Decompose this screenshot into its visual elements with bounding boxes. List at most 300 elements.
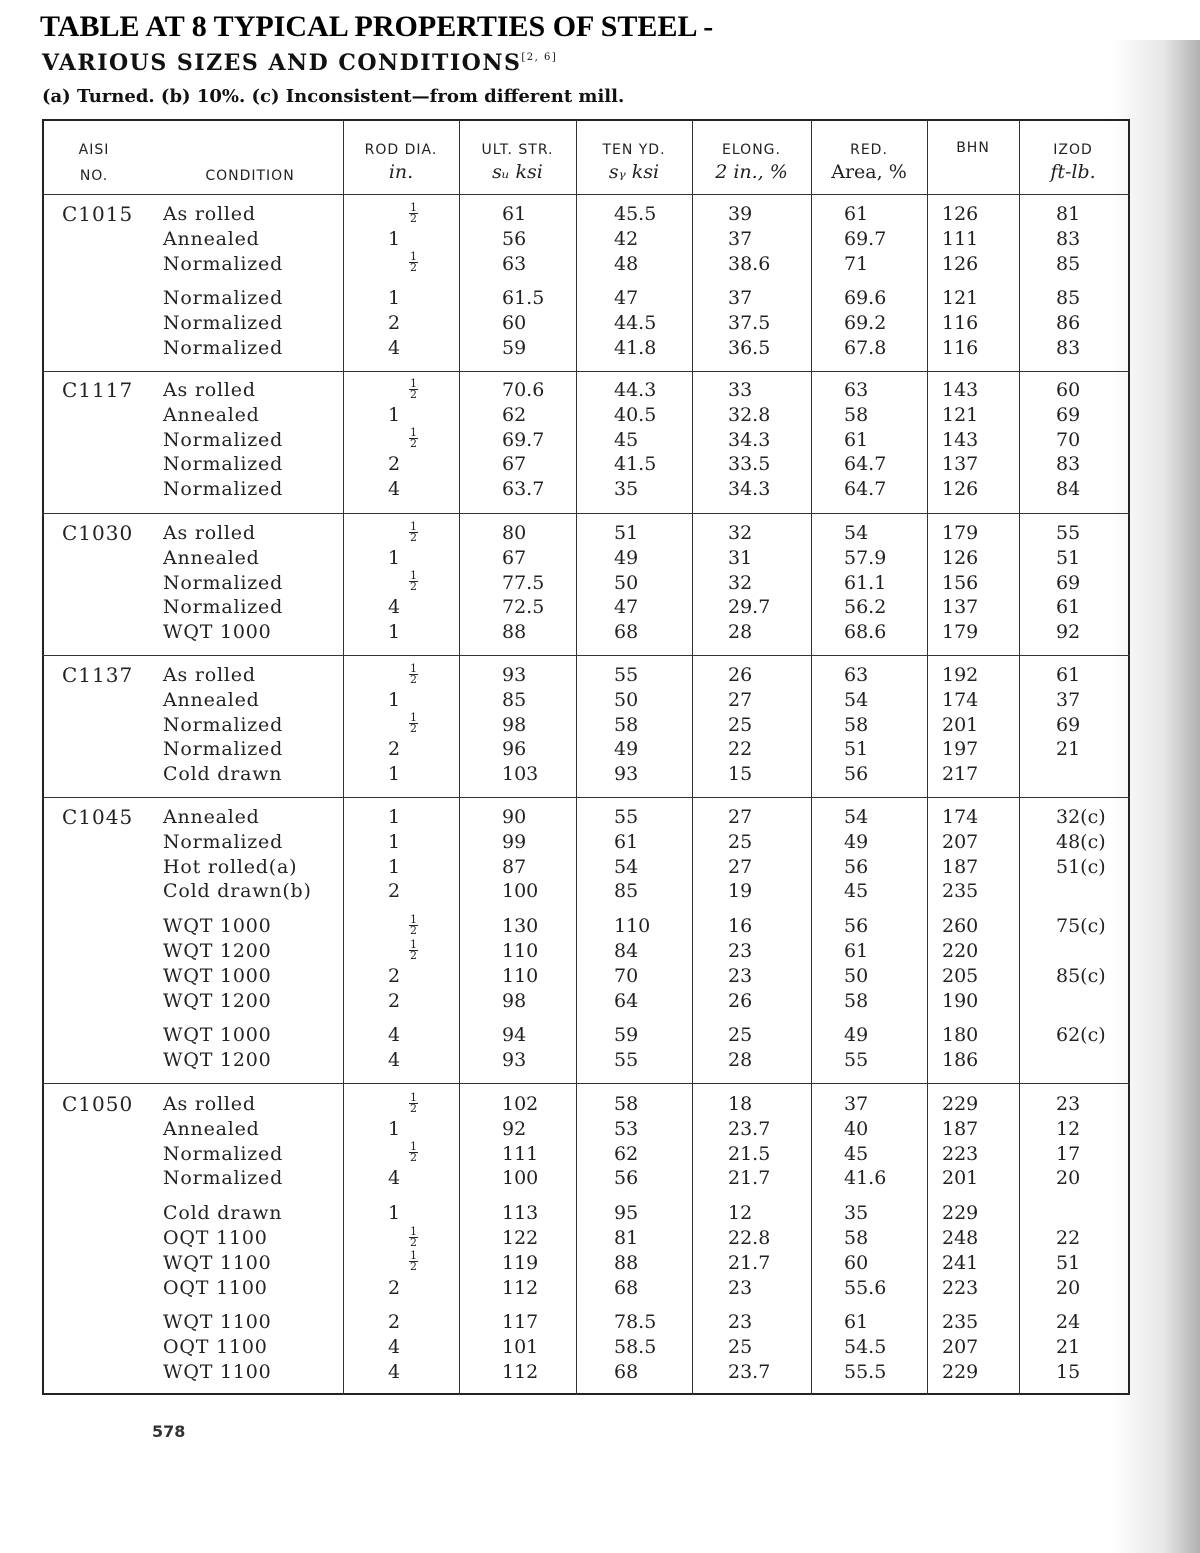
ten-yd-cell: 44.3 xyxy=(614,379,657,401)
elong-cell: 32.8 xyxy=(728,403,771,426)
red-area-cell: 68.6 xyxy=(844,621,887,644)
izod-cell: 81 xyxy=(1056,203,1081,225)
elong-cell: 27 xyxy=(728,806,753,828)
ten-yd-cell: 68 xyxy=(614,1361,639,1383)
red-area-cell: 58 xyxy=(844,403,869,426)
izod-cell: 51 xyxy=(1056,1251,1081,1274)
condition-cell: WQT 1200 xyxy=(163,989,272,1012)
izod-cell: 83 xyxy=(1056,337,1081,359)
condition-cell: Normalized xyxy=(163,596,284,619)
ult-str-cell: 63 xyxy=(502,252,527,275)
ten-yd-cell: 84 xyxy=(614,940,639,962)
bhn-cell: 143 xyxy=(942,428,979,451)
ten-yd-cell: 42 xyxy=(614,227,639,250)
elong-cell: 27 xyxy=(728,688,753,711)
ten-yd-cell: 40.5 xyxy=(614,403,657,426)
ult-str-cell: 72.5 xyxy=(502,596,545,619)
ten-yd-cell: 58.5 xyxy=(614,1336,657,1359)
fraction-denominator: 2 xyxy=(410,1151,417,1165)
header-izod-unit: ft-lb. xyxy=(1050,161,1096,183)
izod-cell: 84 xyxy=(1056,478,1081,501)
condition-cell: As rolled xyxy=(163,522,256,544)
table-row xyxy=(0,1092,1200,1117)
rod-dia-cell: 2 xyxy=(388,1311,401,1334)
table-row xyxy=(0,830,1200,855)
izod-cell: 17 xyxy=(1056,1142,1081,1165)
elong-cell: 21.7 xyxy=(728,1167,771,1190)
red-area-cell: 45 xyxy=(844,1142,869,1165)
header-rod-dia-line1: ROD DIA. xyxy=(364,142,438,158)
condition-cell: Normalized xyxy=(163,830,284,853)
ten-yd-cell: 85 xyxy=(614,880,639,903)
table-row xyxy=(0,452,1200,477)
fraction-denominator: 2 xyxy=(410,437,417,451)
izod-cell: 61 xyxy=(1056,664,1081,686)
ten-yd-cell: 55 xyxy=(614,806,639,828)
rod-dia-cell: 4 xyxy=(388,1167,401,1190)
rod-dia-cell: 1 xyxy=(388,1202,401,1225)
red-area-cell: 56 xyxy=(844,763,869,786)
fraction-value xyxy=(409,1142,418,1163)
bhn-cell: 156 xyxy=(942,571,979,594)
elong-cell: 25 xyxy=(728,713,753,736)
rod-dia-cell xyxy=(409,1142,418,1167)
condition-cell: Normalized xyxy=(163,312,284,335)
izod-cell: 83 xyxy=(1056,453,1081,476)
ult-str-cell: 67 xyxy=(502,453,527,476)
red-area-cell: 56.2 xyxy=(844,596,887,619)
izod-cell: 85 xyxy=(1056,252,1081,275)
red-area-cell: 58 xyxy=(844,989,869,1012)
bhn-cell: 229 xyxy=(942,1361,979,1383)
elong-cell: 28 xyxy=(728,621,753,644)
izod-cell: 23 xyxy=(1056,1093,1081,1115)
group-rule xyxy=(42,797,1130,798)
red-area-cell: 63 xyxy=(844,664,869,686)
condition-cell: Annealed xyxy=(163,227,260,250)
red-area-cell: 54 xyxy=(844,688,869,711)
bhn-cell: 187 xyxy=(942,1117,979,1140)
bhn-cell: 116 xyxy=(942,337,979,359)
red-area-cell: 69.2 xyxy=(844,312,887,335)
izod-cell: 83 xyxy=(1056,227,1081,250)
rod-dia-cell: 2 xyxy=(388,1276,401,1299)
izod-cell: 51(c) xyxy=(1056,855,1106,878)
table-row xyxy=(0,663,1200,688)
table-row xyxy=(0,1276,1200,1301)
header-aisi-line2: NO. xyxy=(79,168,109,184)
elong-cell: 37 xyxy=(728,287,753,310)
red-area-cell: 55.6 xyxy=(844,1276,887,1299)
elong-cell: 31 xyxy=(728,546,753,569)
bhn-cell: 179 xyxy=(942,522,979,544)
izod-cell: 69 xyxy=(1056,571,1081,594)
ten-yd-cell: 56 xyxy=(614,1167,639,1190)
ult-str-cell: 85 xyxy=(502,688,527,711)
condition-cell: OQT 1100 xyxy=(163,1227,268,1249)
bhn-cell: 126 xyxy=(942,546,979,569)
elong-cell: 21.5 xyxy=(728,1142,771,1165)
ten-yd-cell: 93 xyxy=(614,763,639,786)
ult-str-cell: 98 xyxy=(502,713,527,736)
ult-str-cell: 101 xyxy=(502,1336,539,1359)
ult-str-cell: 61 xyxy=(502,203,527,225)
table-row xyxy=(0,964,1200,989)
aisi-number: C1137 xyxy=(62,663,134,687)
ten-yd-cell: 54 xyxy=(614,855,639,878)
izod-cell: 85 xyxy=(1056,287,1081,310)
bhn-cell: 126 xyxy=(942,478,979,501)
condition-cell: As rolled xyxy=(163,203,256,225)
fraction-denominator: 2 xyxy=(410,211,417,225)
ten-yd-cell: 47 xyxy=(614,596,639,619)
bhn-cell: 111 xyxy=(942,227,979,250)
header-elong-unit: 2 in., % xyxy=(715,161,788,183)
table-row xyxy=(0,595,1200,620)
condition-cell: Normalized xyxy=(163,738,284,761)
rod-dia-cell xyxy=(409,1092,418,1117)
rod-dia-cell xyxy=(409,914,418,939)
header-red-area xyxy=(811,139,927,183)
fraction-denominator: 2 xyxy=(410,387,417,401)
ten-yd-cell: 70 xyxy=(614,964,639,987)
ten-yd-cell: 50 xyxy=(614,571,639,594)
condition-cell: Annealed xyxy=(163,546,260,569)
condition-cell: Normalized xyxy=(163,1142,284,1165)
bhn-cell: 220 xyxy=(942,940,979,962)
header-rod-dia xyxy=(343,139,459,183)
condition-cell: Normalized xyxy=(163,252,284,275)
header-condition: CONDITION xyxy=(205,168,295,184)
condition-cell: Annealed xyxy=(163,1117,260,1140)
red-area-cell: 69.6 xyxy=(844,287,887,310)
izod-cell: 20 xyxy=(1056,1276,1081,1299)
condition-cell: As rolled xyxy=(163,379,256,401)
bhn-cell: 137 xyxy=(942,596,979,619)
condition-cell: Annealed xyxy=(163,806,260,828)
table-footnotes: (a) Turned. (b) 10%. (c) Inconsistent—from different mill. xyxy=(42,86,625,107)
fraction-numerator: 1 xyxy=(410,1249,417,1263)
elong-cell: 26 xyxy=(728,664,753,686)
ten-yd-cell: 50 xyxy=(614,688,639,711)
aisi-number: C1045 xyxy=(62,805,134,829)
fraction-numerator: 1 xyxy=(410,426,417,440)
bhn-cell: 121 xyxy=(942,403,979,426)
izod-cell: 48(c) xyxy=(1056,830,1106,853)
elong-cell: 33 xyxy=(728,379,753,401)
ten-yd-cell: 55 xyxy=(614,1049,639,1072)
red-area-cell: 55.5 xyxy=(844,1361,887,1383)
aisi-number: C1117 xyxy=(62,378,134,402)
elong-cell: 23 xyxy=(728,1276,753,1299)
red-area-cell: 67.8 xyxy=(844,337,887,359)
ult-str-cell: 117 xyxy=(502,1311,539,1334)
red-area-cell: 54 xyxy=(844,806,869,828)
red-area-cell: 41.6 xyxy=(844,1167,887,1190)
header-rule xyxy=(42,194,1130,195)
subtitle-reference: [2, 6] xyxy=(521,52,558,63)
condition-cell: Normalized xyxy=(163,337,284,359)
izod-cell: 69 xyxy=(1056,713,1081,736)
table-row xyxy=(0,336,1200,361)
group-rule xyxy=(42,371,1130,372)
elong-cell: 23 xyxy=(728,940,753,962)
header-izod xyxy=(1019,139,1127,183)
condition-cell: Normalized xyxy=(163,1167,284,1190)
condition-cell: WQT 1000 xyxy=(163,915,272,938)
ult-str-cell: 102 xyxy=(502,1093,539,1115)
header-ult-str-line1: ULT. STR. xyxy=(481,142,554,158)
bhn-cell: 205 xyxy=(942,964,979,987)
rod-dia-cell: 4 xyxy=(388,337,401,359)
table-row xyxy=(0,311,1200,336)
ult-str-cell: 70.6 xyxy=(502,379,545,401)
header-ten-yd-line1: TEN YD. xyxy=(602,142,666,158)
condition-cell: Annealed xyxy=(163,403,260,426)
red-area-cell: 51 xyxy=(844,738,869,761)
condition-cell: Cold drawn(b) xyxy=(163,880,312,903)
header-ten-yd xyxy=(576,139,692,183)
bhn-cell: 137 xyxy=(942,453,979,476)
red-area-cell: 45 xyxy=(844,880,869,903)
red-area-cell: 63 xyxy=(844,379,869,401)
bhn-cell: 179 xyxy=(942,621,979,644)
ult-str-cell: 90 xyxy=(502,806,527,828)
rod-dia-cell: 1 xyxy=(388,621,401,644)
bhn-cell: 126 xyxy=(942,252,979,275)
table-row xyxy=(0,914,1200,939)
condition-cell: Cold drawn xyxy=(163,763,283,786)
ten-yd-cell: 68 xyxy=(614,621,639,644)
fraction-numerator: 1 xyxy=(410,250,417,264)
bhn-cell: 260 xyxy=(942,915,979,938)
elong-cell: 26 xyxy=(728,989,753,1012)
elong-cell: 12 xyxy=(728,1202,753,1225)
table-row xyxy=(0,989,1200,1014)
ult-str-cell: 110 xyxy=(502,940,539,962)
ult-str-cell: 60 xyxy=(502,312,527,335)
ten-yd-cell: 58 xyxy=(614,713,639,736)
red-area-cell: 64.7 xyxy=(844,453,887,476)
fraction-numerator: 1 xyxy=(410,200,417,214)
fraction-numerator: 1 xyxy=(410,912,417,926)
rod-dia-cell xyxy=(409,571,418,596)
table-title: TABLE AT 8 TYPICAL PROPERTIES OF STEEL - xyxy=(40,10,714,43)
red-area-cell: 61.1 xyxy=(844,571,887,594)
ult-str-cell: 99 xyxy=(502,830,527,853)
rod-dia-cell: 1 xyxy=(388,287,401,310)
ult-str-cell: 112 xyxy=(502,1361,539,1383)
bhn-cell: 229 xyxy=(942,1202,979,1225)
fraction-value xyxy=(409,376,418,401)
condition-cell: WQT 1000 xyxy=(163,621,272,644)
condition-cell: OQT 1100 xyxy=(163,1276,268,1299)
bhn-cell: 174 xyxy=(942,688,979,711)
izod-cell: 21 xyxy=(1056,1336,1081,1359)
elong-cell: 18 xyxy=(728,1093,753,1115)
ult-str-cell: 67 xyxy=(502,546,527,569)
header-bhn: BHN xyxy=(956,140,990,156)
izod-cell: 92 xyxy=(1056,621,1081,644)
fraction-value xyxy=(409,937,418,962)
ten-yd-cell: 59 xyxy=(614,1024,639,1047)
ten-yd-cell: 95 xyxy=(614,1202,639,1225)
table-row xyxy=(0,1048,1200,1073)
header-elong-line1: ELONG. xyxy=(722,142,781,158)
table-row xyxy=(0,252,1200,277)
condition-cell: Normalized xyxy=(163,453,284,476)
rod-dia-cell: 2 xyxy=(388,880,401,903)
table-row xyxy=(0,521,1200,546)
izod-cell: 61 xyxy=(1056,596,1081,619)
rod-dia-cell: 4 xyxy=(388,1336,401,1359)
fraction-value xyxy=(409,200,418,225)
header-red-unit: Area, % xyxy=(831,161,907,183)
elong-cell: 22.8 xyxy=(728,1227,771,1249)
izod-cell: 15 xyxy=(1056,1361,1081,1383)
condition-cell: Normalized xyxy=(163,287,284,310)
rod-dia-cell: 2 xyxy=(388,453,401,476)
fraction-value xyxy=(409,713,418,734)
table-row xyxy=(0,713,1200,738)
elong-cell: 32 xyxy=(728,571,753,594)
table-row xyxy=(0,855,1200,880)
header-red-line1: RED. xyxy=(850,142,888,158)
bhn-cell: 217 xyxy=(942,763,979,786)
table-subtitle xyxy=(42,50,557,76)
izod-cell: 62(c) xyxy=(1056,1024,1106,1047)
ult-str-cell: 93 xyxy=(502,1049,527,1072)
rod-dia-cell xyxy=(409,521,418,546)
condition-cell: As rolled xyxy=(163,664,256,686)
izod-cell: 85(c) xyxy=(1056,964,1106,987)
elong-cell: 25 xyxy=(728,830,753,853)
elong-cell: 23 xyxy=(728,1311,753,1334)
elong-cell: 37 xyxy=(728,227,753,250)
izod-cell: 55 xyxy=(1056,522,1081,544)
group-rule xyxy=(42,1083,1130,1084)
ult-str-cell: 111 xyxy=(502,1142,539,1165)
elong-cell: 38.6 xyxy=(728,252,771,275)
condition-cell: Hot rolled(a) xyxy=(163,855,298,878)
fraction-value xyxy=(409,519,418,544)
ult-str-cell: 122 xyxy=(502,1227,539,1249)
rod-dia-cell: 2 xyxy=(388,964,401,987)
elong-cell: 33.5 xyxy=(728,453,771,476)
ten-yd-cell: 61 xyxy=(614,830,639,853)
red-area-cell: 58 xyxy=(844,713,869,736)
table-row xyxy=(0,202,1200,227)
fraction-numerator: 1 xyxy=(410,519,417,533)
bhn-cell: 192 xyxy=(942,664,979,686)
condition-cell: WQT 1100 xyxy=(163,1311,272,1334)
elong-cell: 37.5 xyxy=(728,312,771,335)
ten-yd-cell: 51 xyxy=(614,522,639,544)
bhn-cell: 241 xyxy=(942,1251,979,1274)
fraction-value xyxy=(409,252,418,273)
table-row xyxy=(0,688,1200,713)
ten-yd-cell: 62 xyxy=(614,1142,639,1165)
fraction-numerator: 1 xyxy=(410,1140,417,1154)
rod-dia-cell xyxy=(409,663,418,688)
bhn-cell: 223 xyxy=(942,1276,979,1299)
condition-cell: WQT 1200 xyxy=(163,1049,272,1072)
table-row xyxy=(0,1166,1200,1191)
bhn-cell: 207 xyxy=(942,830,979,853)
table-row xyxy=(0,1201,1200,1226)
table-row xyxy=(0,286,1200,311)
ten-yd-cell: 44.5 xyxy=(614,312,657,335)
ten-yd-cell: 81 xyxy=(614,1227,639,1249)
bhn-cell: 201 xyxy=(942,713,979,736)
rod-dia-cell: 1 xyxy=(388,688,401,711)
table-row xyxy=(0,1142,1200,1167)
elong-cell: 25 xyxy=(728,1336,753,1359)
red-area-cell: 56 xyxy=(844,915,869,938)
elong-cell: 19 xyxy=(728,880,753,903)
izod-cell: 75(c) xyxy=(1056,915,1106,938)
elong-cell: 32 xyxy=(728,522,753,544)
red-area-cell: 54 xyxy=(844,522,869,544)
ult-str-cell: 80 xyxy=(502,522,527,544)
red-area-cell: 61 xyxy=(844,940,869,962)
red-area-cell: 50 xyxy=(844,964,869,987)
ten-yd-cell: 88 xyxy=(614,1251,639,1274)
rod-dia-cell xyxy=(409,202,418,227)
elong-cell: 28 xyxy=(728,1049,753,1072)
header-aisi xyxy=(44,139,144,187)
bhn-cell: 248 xyxy=(942,1227,979,1249)
red-area-cell: 61 xyxy=(844,1311,869,1334)
rod-dia-cell: 1 xyxy=(388,806,401,828)
izod-cell: 22 xyxy=(1056,1227,1081,1249)
page-number: 578 xyxy=(152,1422,186,1441)
table-row xyxy=(0,477,1200,502)
bhn-cell: 223 xyxy=(942,1142,979,1165)
fraction-denominator: 2 xyxy=(410,261,417,275)
ult-str-cell: 63.7 xyxy=(502,478,545,501)
ten-yd-cell: 55 xyxy=(614,664,639,686)
table-row xyxy=(0,1117,1200,1142)
rod-dia-cell xyxy=(409,252,418,277)
table-row xyxy=(0,1360,1200,1385)
elong-cell: 15 xyxy=(728,763,753,786)
fraction-denominator: 2 xyxy=(410,722,417,736)
fraction-denominator: 2 xyxy=(410,1235,417,1249)
bhn-cell: 190 xyxy=(942,989,979,1012)
header-ult-str xyxy=(459,139,576,183)
rod-dia-cell xyxy=(409,939,418,964)
rod-dia-cell: 1 xyxy=(388,830,401,853)
elong-cell: 22 xyxy=(728,738,753,761)
bhn-cell: 201 xyxy=(942,1167,979,1190)
fraction-denominator: 2 xyxy=(410,672,417,686)
subtitle-text: VARIOUS SIZES AND CONDITIONS xyxy=(42,50,522,76)
red-area-cell: 57.9 xyxy=(844,546,887,569)
fraction-value xyxy=(409,1090,418,1115)
fraction-denominator: 2 xyxy=(410,1101,417,1115)
table-row xyxy=(0,378,1200,403)
rod-dia-cell: 1 xyxy=(388,546,401,569)
bhn-cell: 207 xyxy=(942,1336,979,1359)
fraction-value xyxy=(409,1224,418,1249)
izod-cell: 32(c) xyxy=(1056,806,1106,828)
table-row xyxy=(0,403,1200,428)
bhn-cell: 197 xyxy=(942,738,979,761)
group-rule xyxy=(42,655,1130,656)
ten-yd-cell: 53 xyxy=(614,1117,639,1140)
red-area-cell: 54.5 xyxy=(844,1336,887,1359)
